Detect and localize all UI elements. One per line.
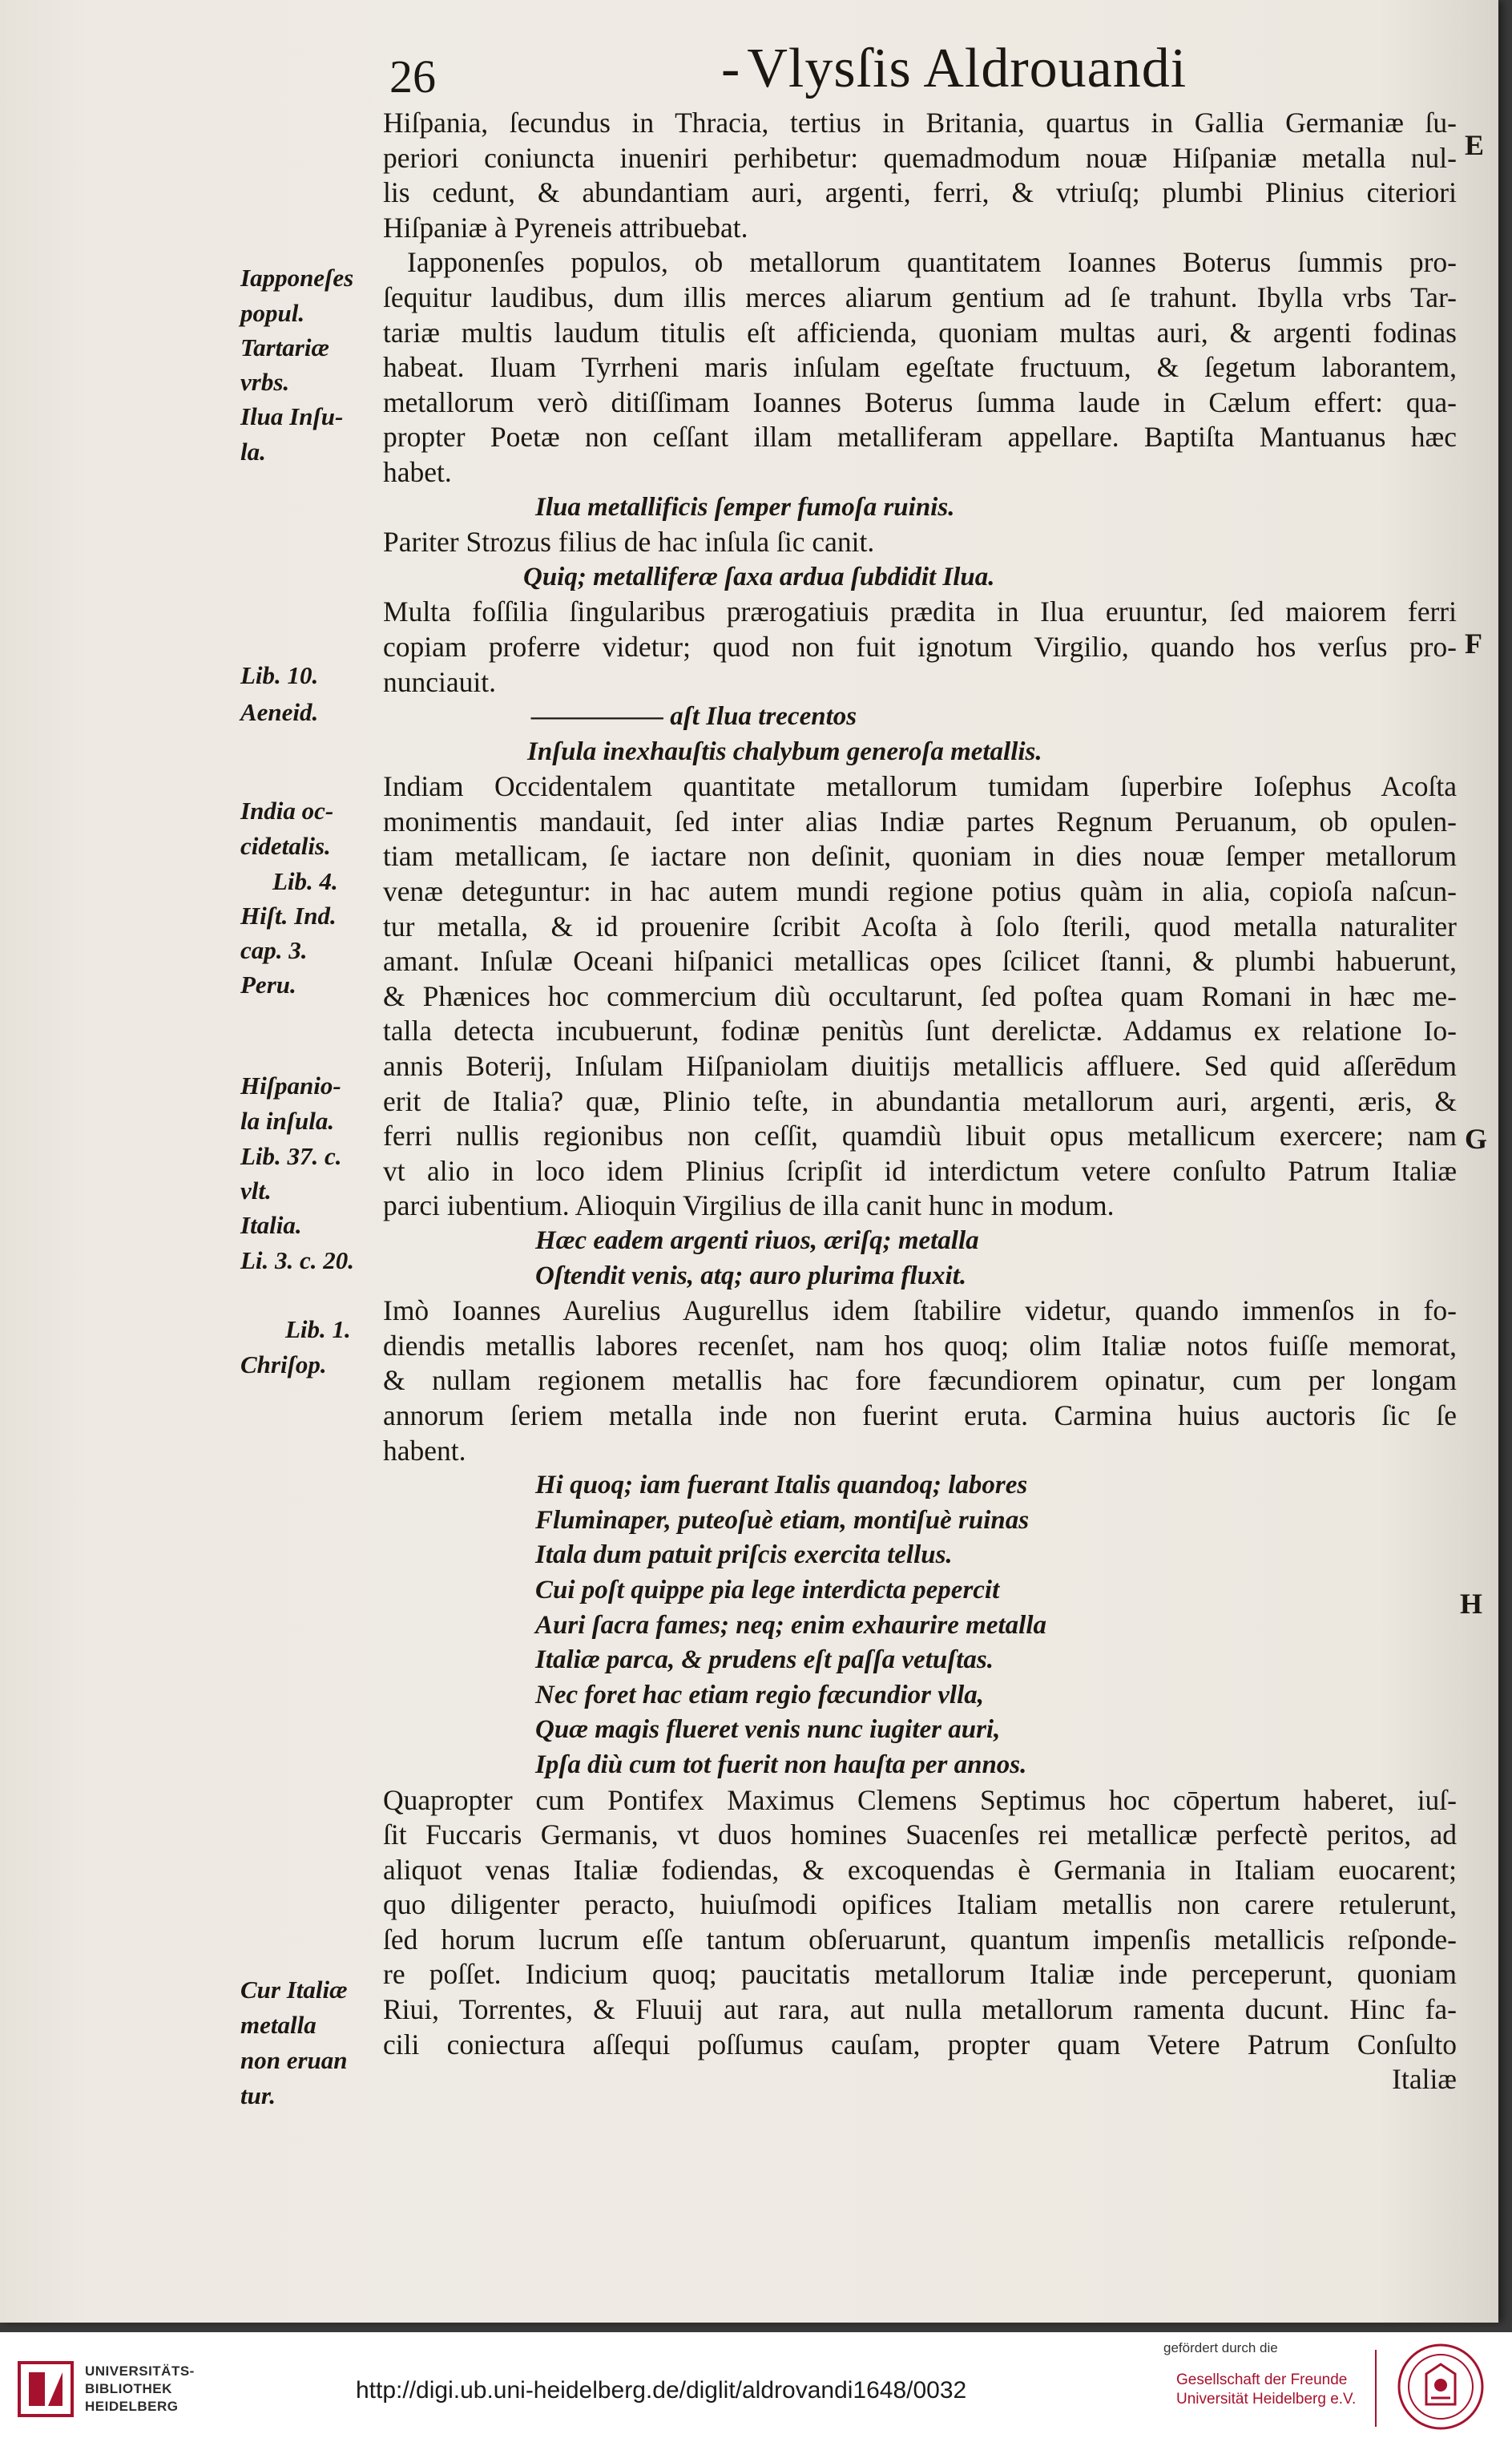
text-line: re poſſet. Indicium quoq; paucitatis metallorum Italiæ inde perceperunt, quoniam <box>383 1958 1457 1991</box>
margin-note: Tartariæ <box>240 333 329 361</box>
text-line: tiam metallicam, ſe iactare non deſinit, quoniam in dies nouæ ſemper metallorum <box>383 840 1457 873</box>
text-line: annorum ſeriem metalla inde non fuerint eruta. Carmina huius auctoris ſic ſe <box>383 1399 1457 1431</box>
page-body <box>383 106 1457 2097</box>
text-line: Indiam Occidentalem quantitate metallorum tumidam ſuperbire Ioſephus Acoſta <box>383 770 1457 803</box>
text-line: Imò Ioannes Aurelius Augurellus idem ſtabilire videtur, quando immenſos in fo- <box>383 1294 1457 1327</box>
text-line: cili coniectura aſſequi poſſumus cauſam, propter quam Vetere Patrum Conſulto <box>383 2028 1457 2061</box>
text-line: nunciauit. <box>383 665 496 698</box>
margin-note: Cur Italiæ <box>240 1976 348 2004</box>
margin-note: cidetalis. <box>240 832 331 860</box>
margin-note: la inſula. <box>240 1107 335 1135</box>
university-seal-icon <box>1396 2342 1486 2432</box>
text-line: monimentis mandauit, ſed inter alias Indiæ partes Regnum Peruanum, ob opulen- <box>383 805 1457 838</box>
sponsor-label: gefördert durch die <box>1163 2340 1278 2355</box>
margin-note: Italia. <box>240 1211 302 1239</box>
sponsor-name-line: Universität Heidelberg e.V. <box>1176 2391 1357 2408</box>
verse-line: Hi quoq; iam fuerant Italis quandoq; labores <box>535 1471 1028 1500</box>
library-name-line: BIBLIOTHEK <box>85 2381 172 2396</box>
margin-note: Peru. <box>240 971 296 999</box>
text-line: habeat. Iluam Tyrrheni maris inſulam egeſtate fructuum, & ſegetum laborantem, <box>383 351 1457 384</box>
margin-note: metalla <box>240 2011 317 2039</box>
text-line: tur metalla, & id prouenire ſcribit Acoſta à ſolo ſterili, quod metalla naturaliter <box>383 910 1457 942</box>
margin-note: Lib. 4. <box>272 867 338 895</box>
signature-mark: E <box>1465 129 1485 161</box>
text-line: Quapropter cum Pontifex Maximus Clemens Septimus hoc cōpertum haberet, iuſ- <box>383 1783 1457 1816</box>
text-line: quo diligenter peracto, huiuſmodi opifices Italiam metallis non carere retulerunt, <box>383 1888 1457 1921</box>
margin-note: Lib. 10. <box>240 661 319 689</box>
margin-note: popul. <box>240 299 305 327</box>
verse-line: Hæc eadem argenti riuos, æriſq; metalla <box>535 1226 979 1255</box>
running-head <box>721 37 1187 101</box>
margin-note: non eruan <box>240 2046 348 2074</box>
text-line: Pariter Strozus filius de hac inſula ſic canit. <box>383 526 875 559</box>
verse-line: Ilua metallificis ſemper fumoſa ruinis. <box>535 492 955 522</box>
running-head-dash: - <box>721 38 741 99</box>
text-line: amant. Inſulæ Oceani hiſpanici metallicas opes ſcilicet ſtanni, & plumbi habuerunt, <box>383 945 1457 978</box>
library-name-line: UNIVERSITÄTS- <box>85 2363 195 2379</box>
text-line: periori coniuncta inueniri perhibetur: quemadmodum nouæ Hiſpaniæ metalla nul- <box>383 141 1457 174</box>
margin-note: Lib. 1. <box>285 1315 351 1343</box>
footer-divider <box>1375 2350 1377 2427</box>
running-head-title: Vlysſis Aldrouandi <box>747 38 1187 99</box>
text-line: venæ deteguntur: in hac autem mundi regione potius quàm in alia, copioſa naſcun- <box>383 875 1457 908</box>
sponsor-name <box>1176 2371 1356 2409</box>
margin-note: vlt. <box>240 1177 272 1205</box>
text-line: parci iubentium. Alioquin Virgilius de illa canit hunc in modum. <box>383 1189 1115 1222</box>
margin-note: Chriſop. <box>240 1350 327 1378</box>
library-name-line: HEIDELBERG <box>85 2399 179 2414</box>
margin-note: vrbs. <box>240 368 290 396</box>
signature-mark: F <box>1465 628 1482 660</box>
text-line: vt alio in loco idem Plinius ſcripſit id interdictum vetere conſulto Patrum Italiæ <box>383 1154 1457 1187</box>
verse-line: Inſula inexhauſtis chalybum generoſa metallis. <box>527 737 1042 766</box>
margin-note: Ilua Inſu- <box>240 402 344 430</box>
text-line: ferri nullis regionibus non ceſſit, quamdiù libuit opus metallicum exercere; nam <box>383 1120 1457 1152</box>
margin-note: India oc- <box>240 797 334 825</box>
library-name <box>85 2363 195 2416</box>
text-line: diendis metallis labores recenſet, nam hos quoq; olim Italiæ notos fuiſſe memorat, <box>383 1329 1457 1362</box>
text-line: & nullam regionem metallis hac fore fæcundiorem opinatur, cum per longam <box>383 1364 1457 1397</box>
text-line: ſed horum lucrum eſſe tantum obſeruarunt, quantum impenſis metallicis reſponde- <box>383 1923 1457 1956</box>
verse-line: Itala dum patuit priſcis exercita tellus. <box>535 1540 953 1570</box>
footer-bar <box>0 2332 1512 2442</box>
margin-note: Aeneid. <box>240 698 319 726</box>
verse-line: Quæ magis flueret venis nunc iugiter auri, <box>535 1715 1001 1745</box>
verse-line: Auri ſacra fames; neq; enim exhaurire metalla <box>535 1610 1046 1640</box>
text-line: copiam proferre videtur; quod non fuit ignotum Virgilio, quando hos verſus pro- <box>383 630 1457 663</box>
verse-line: Nec foret hac etiam regio fæcundior vlla, <box>535 1680 985 1709</box>
permalink-url[interactable]: http://digi.ub.uni-heidelberg.de/diglit/aldrovandi1648/0032 <box>356 2377 967 2404</box>
margin-note: Hiſpanio- <box>240 1072 341 1100</box>
text-line: habent. <box>383 1434 466 1467</box>
page-number: 26 <box>389 50 436 103</box>
margin-note: Hiſt. Ind. <box>240 902 337 930</box>
university-library-logo-icon <box>18 2361 74 2417</box>
text-line: Hiſpania, ſecundus in Thracia, tertius in Britania, quartus in Gallia Germaniæ ſu- <box>383 107 1457 139</box>
text-line: ſit Fuccaris Germanis, vt duos homines Suacenſes rei metallicæ perfectè peritos, ad <box>383 1818 1457 1851</box>
text-line: Riui, Torrentes, & Fluuij aut rara, aut nulla metallorum ramenta ducunt. Hinc fa- <box>383 1993 1457 2026</box>
text-line: propter Poetæ non ceſſant illam metalliferam appellare. Baptiſta Mantuanus hæc <box>383 421 1457 454</box>
verse-line: Quiq; metalliferæ ſaxa ardua ſubdidit Ilua. <box>523 562 995 591</box>
text-line: talla detecta incubuerunt, fodinæ penitùs ſunt derelictæ. Addamus ex relatione Io- <box>383 1015 1457 1047</box>
text-line: annis Boterij, Inſulam Hiſpaniolam diuitijs metallicis affluere. Sed quid aſſerēdum <box>383 1050 1457 1083</box>
text-line: Multa foſſilia ſingularibus prærogatiuis prædita in Ilua eruuntur, ſed maiorem ferri <box>383 595 1457 628</box>
text-line: tariæ multis laudum titulis eſt afficienda, quoniam multas auri, & argenti fodinas <box>383 316 1457 349</box>
verse-line: Italiæ parca, & prudens eſt paſſa vetuſtas. <box>535 1645 994 1675</box>
verse-line: Cui poſt quippe pia lege interdicta pepercit <box>535 1575 1000 1604</box>
catchword: Italiæ <box>1392 2063 1457 2096</box>
text-line: lis cedunt, & abundantiam auri, argenti, ferri, & vtriuſq; plumbi Plinius citeriori <box>383 176 1457 209</box>
margin-note: Iapponeſes <box>240 264 354 292</box>
signature-mark: H <box>1460 1588 1483 1620</box>
verse-line: Oſtendit venis, atq; auro plurima fluxit. <box>535 1261 967 1290</box>
text-line: & Phænices hoc commercium diù occultarunt, ſed poſtea quam Romani in hæc me- <box>383 979 1457 1012</box>
text-line: aliquot venas Italiæ fodiendas, & excoquendas è Germania in Italiam euocarent; <box>383 1853 1457 1886</box>
margin-note: la. <box>240 438 266 466</box>
text-line: ſequitur laudibus, dum illis merces aliarum gentium ad ſe trahunt. Ibylla vrbs Tar- <box>383 281 1457 313</box>
margin-note: Li. 3. c. 20. <box>240 1246 355 1274</box>
text-line: metallorum verò ditiſſimam Ioannes Boterus ſumma laude in Cælum effert: qua- <box>383 385 1457 418</box>
sponsor-name-line: Gesellschaft der Freunde <box>1176 2371 1348 2388</box>
signature-mark: G <box>1465 1123 1488 1155</box>
text-line: habet. <box>383 455 452 488</box>
text-line: Iapponenſes populos, ob metallorum quantitatem Ioannes Boterus ſummis pro- <box>407 246 1457 279</box>
margin-note: cap. 3. <box>240 936 308 964</box>
verse-line: Ipſa diù cum tot fuerit non hauſta per annos. <box>535 1750 1027 1779</box>
verse-line: ————— aſt Ilua trecentos <box>531 702 857 732</box>
margin-note: tur. <box>240 2081 276 2109</box>
margin-note: Lib. 37. c. <box>240 1142 342 1170</box>
verse-line: Fluminaper, puteoſuè etiam, montiſuè ruinas <box>535 1505 1030 1535</box>
text-line: Hiſpaniæ à Pyreneis attribuebat. <box>383 211 748 244</box>
text-line: erit de Italia? quæ, Plinio teſte, in abundantia metallorum auri, argenti, æris, & <box>383 1084 1457 1117</box>
